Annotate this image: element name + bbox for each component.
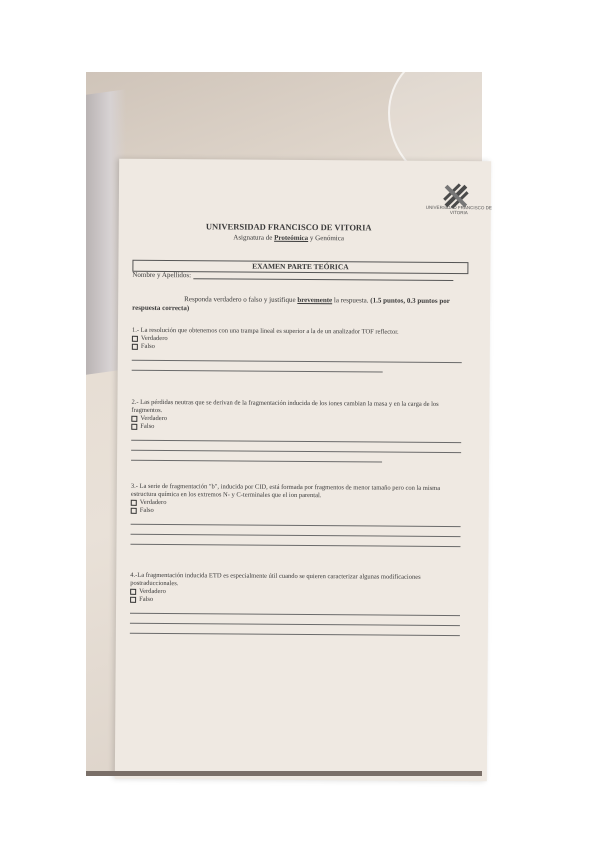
checkbox-icon[interactable] bbox=[132, 336, 138, 342]
answer-line[interactable] bbox=[131, 524, 461, 527]
question-2 bbox=[131, 399, 461, 463]
instructions-emphasis: brevemente bbox=[297, 295, 333, 305]
answer-line[interactable] bbox=[130, 544, 460, 547]
checkbox-icon[interactable] bbox=[132, 344, 138, 350]
option-label: Verdadero bbox=[140, 414, 168, 423]
answer-line[interactable] bbox=[130, 613, 460, 616]
option-false[interactable] bbox=[132, 343, 462, 353]
option-label: Falso bbox=[139, 506, 154, 514]
option-label: Falso bbox=[140, 422, 155, 430]
answer-line[interactable] bbox=[131, 534, 461, 537]
option-false[interactable] bbox=[131, 423, 461, 433]
checkbox-icon[interactable] bbox=[131, 416, 137, 422]
subject-line bbox=[189, 233, 389, 242]
instructions-points: (1.5 puntos, 0.3 puntos por respuesta correcta) bbox=[132, 296, 450, 313]
instructions bbox=[132, 295, 462, 315]
university-name: UNIVERSIDAD FRANCISCO DE VITORIA bbox=[205, 221, 372, 233]
option-false[interactable] bbox=[130, 596, 460, 606]
question-text: 2.- Las pérdidas neutras que se derivan de la fragmentación inducida de los iones cambian la masa y en la carga de los fragmentos. bbox=[131, 398, 439, 415]
subject-prefix: Asignatura de bbox=[233, 233, 275, 242]
photo-bottom-edge bbox=[86, 771, 482, 776]
name-label: Nombre y Apellidos: bbox=[132, 270, 192, 280]
exam-title: EXAMEN PARTE TEÓRICA bbox=[252, 261, 349, 272]
checkbox-icon[interactable] bbox=[130, 597, 136, 603]
answer-line[interactable] bbox=[131, 440, 461, 443]
option-label: Verdadero bbox=[139, 498, 167, 507]
checkbox-icon[interactable] bbox=[131, 508, 137, 514]
checkbox-icon[interactable] bbox=[130, 589, 136, 595]
option-label: Verdadero bbox=[140, 334, 168, 343]
logo-caption: UNIVERSIDAD FRANCISCO DE VITORIA bbox=[425, 204, 492, 216]
option-false[interactable] bbox=[131, 507, 461, 517]
name-answer-line[interactable] bbox=[193, 271, 453, 281]
subject-suffix: y Genómica bbox=[308, 234, 344, 243]
answer-line[interactable] bbox=[132, 370, 383, 373]
answer-line[interactable] bbox=[131, 460, 382, 463]
subject-name: Proteómica bbox=[274, 233, 309, 243]
question-1 bbox=[132, 327, 462, 373]
question-4 bbox=[130, 572, 460, 636]
question-text: 1.- La resolución que obtenemos con una trampa lineal es superior a la de un analizador TOF reflector. bbox=[131, 326, 399, 336]
option-label: Verdadero bbox=[139, 587, 166, 596]
question-text: 3.- La serie de fragmentación "b", inducida por CID, está formada por fragmentos de menor tamaño pero con la misma estructura química en los extremos N- y C-terminales que el ion parental. bbox=[130, 482, 441, 500]
document-photo bbox=[86, 72, 492, 776]
answer-line[interactable] bbox=[130, 623, 460, 626]
question-text: 4.-La fragmentación inducida ETD es especialmente útil cuando se quieren caracterizar algunas modificaciones postraduccionales. bbox=[130, 571, 421, 588]
name-row bbox=[132, 271, 462, 281]
answer-line[interactable] bbox=[131, 450, 461, 453]
answer-line[interactable] bbox=[132, 360, 462, 363]
question-3 bbox=[130, 483, 460, 547]
option-label: Falso bbox=[139, 595, 154, 603]
checkbox-icon[interactable] bbox=[131, 500, 137, 506]
answer-line[interactable] bbox=[130, 633, 460, 636]
instructions-text-a: Responda verdadero o falso y justifique bbox=[184, 295, 298, 304]
instructions-text-b: la respuesta. bbox=[332, 296, 371, 305]
exam-sheet bbox=[115, 159, 491, 782]
option-label: Falso bbox=[140, 342, 155, 350]
checkbox-icon[interactable] bbox=[131, 424, 137, 430]
